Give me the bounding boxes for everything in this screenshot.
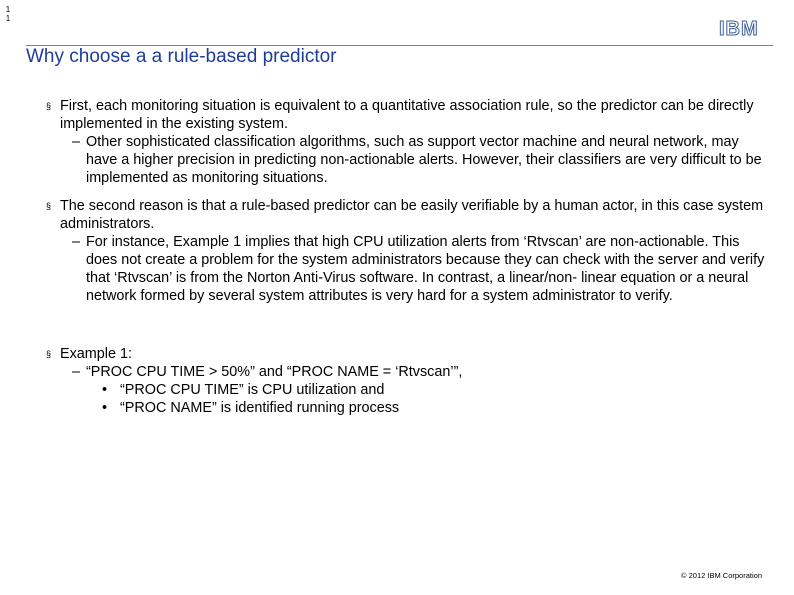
bullet-marker: § [46, 201, 52, 211]
sub-sub-bullet-item [46, 399, 766, 417]
dash-marker: – [72, 234, 81, 250]
slide-title: Why choose a a rule-based predictor [26, 46, 337, 67]
sub-sub-bullet-text: “PROC NAME” is identified running process [120, 400, 400, 416]
sub-sub-bullet-text: “PROC CPU TIME” is CPU utilization and [120, 382, 385, 398]
bullet-marker: § [46, 101, 52, 111]
sub-bullet-item [46, 133, 766, 187]
dash-marker: – [72, 134, 81, 150]
bullet-text: Example 1: [60, 346, 132, 362]
bullet-text: First, each monitoring situation is equivalent to a quantitative association rule, so the predictor can be directly implemented in the existing system. [60, 98, 754, 132]
ibm-logo: IBM [719, 18, 759, 40]
copyright-footer: © 2012 IBM Corporation [681, 571, 762, 580]
dot-marker: • [102, 382, 108, 398]
sub-bullet-item [46, 233, 766, 305]
sub-bullet-text: For instance, Example 1 implies that high CPU utilization alerts from ‘Rtvscan’ are non-actionable. This does not create a problem for the system administrators because they can check with the server and verify that ‘Rtvscan’ is from the Norton Anti-Virus software. In contrast, a linear/non- linear equation or a neural network formed by several system attributes is very hard for a system administrator to verify. [86, 234, 765, 304]
sub-bullet-item [46, 363, 766, 381]
bullet-item [46, 345, 766, 363]
slide-number-line: 1 [5, 14, 11, 23]
bullet-text: The second reason is that a rule-based predictor can be easily verifiable by a human actor, in this case system administrators. [60, 198, 764, 232]
slide-body [46, 97, 766, 417]
sub-bullet-text: “PROC CPU TIME > 50%” and “PROC NAME = ‘Rtvscan’”, [86, 364, 463, 380]
dash-marker: – [72, 364, 81, 380]
sub-sub-bullet-item [46, 381, 766, 399]
dot-marker: • [102, 400, 108, 416]
slide-number-line: 1 [5, 5, 11, 14]
bullet-item [46, 97, 766, 133]
bullet-item [46, 197, 766, 233]
sub-bullet-text: Other sophisticated classification algorithms, such as support vector machine and neural network, may have a higher precision in predicting non-actionable alerts. However, their classifiers are very difficult to be implemented as monitoring situations. [86, 134, 762, 186]
slide-number [5, 5, 11, 23]
bullet-marker: § [46, 349, 52, 359]
